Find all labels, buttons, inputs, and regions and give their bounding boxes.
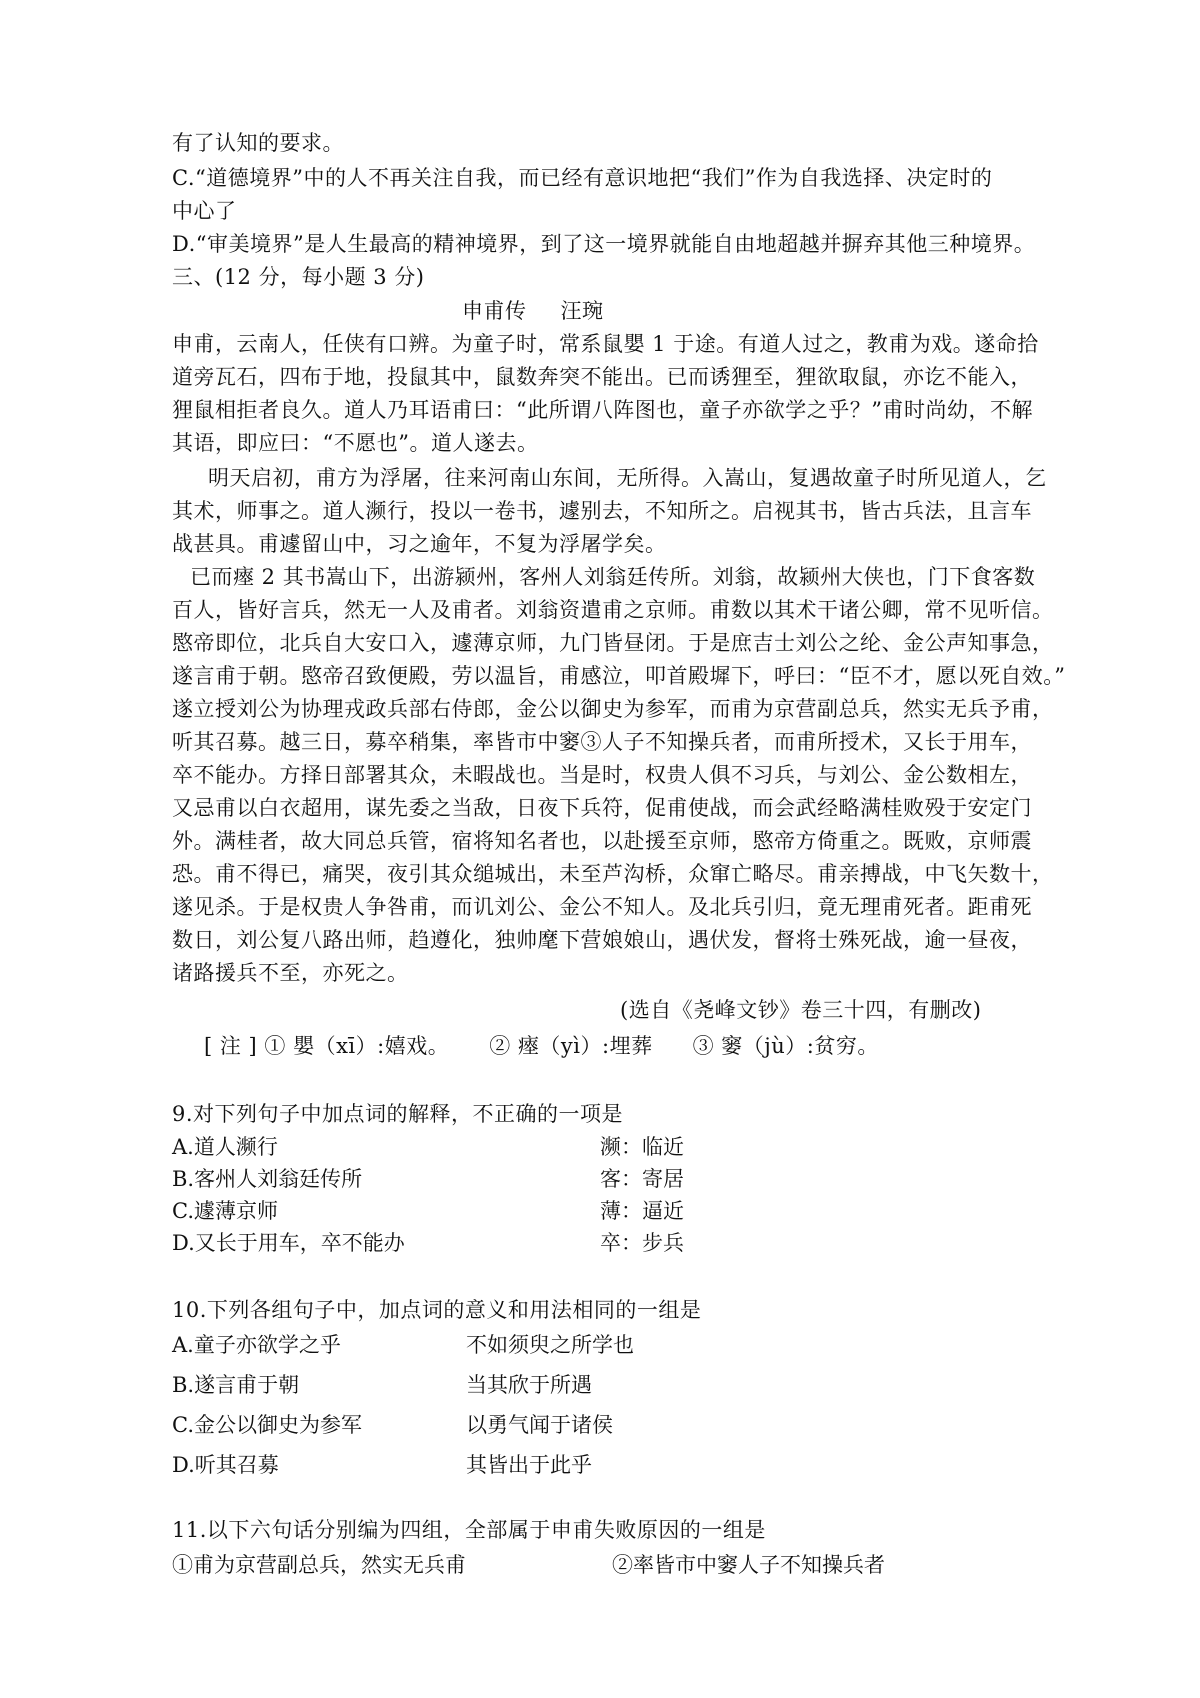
question-11-stem: 11.以下六句话分别编为四组，全部属于申甫失败原因的一组是 bbox=[172, 1518, 766, 1542]
q10-option-d: D.听其召募 bbox=[172, 1453, 279, 1477]
question-10-stem: 10.下列各组句子中，加点词的意义和用法相同的一组是 bbox=[172, 1298, 702, 1322]
q10-option-a-pair: 不如须臾之所学也 bbox=[466, 1333, 634, 1357]
passage-title bbox=[462, 296, 604, 326]
passage-line: 战甚具。甫遽留山中，习之逾年，不复为浮屠学矣。 bbox=[172, 532, 667, 556]
passage-line: 其术，师事之。道人濒行，投以一卷书，遽别去，不知所之。启视其书，皆古兵法，且言车 bbox=[172, 499, 1032, 523]
passage-line: 道旁瓦石，四布于地，投鼠其中，鼠数奔突不能出。已而诱狸至，狸欲取鼠，亦讫不能入， bbox=[172, 365, 1032, 389]
passage-line: 申甫，云南人，任侠有口辨。为童子时，常系鼠嬰 1 于途。有道人过之，教甫为戏。遂命拾 bbox=[172, 332, 1039, 356]
q10-option-a: A.童子亦欲学之乎 bbox=[172, 1333, 341, 1357]
q10-option-d-pair: 其皆出于此乎 bbox=[466, 1453, 592, 1477]
passage-line: 诸路援兵不至，亦死之。 bbox=[172, 961, 409, 985]
q10-option-c: C.金公以御史为参军 bbox=[172, 1413, 362, 1437]
passage-line: 恐。甫不得已，痛哭，夜引其众缒城出，未至芦沟桥，众窜亡略尽。甫亲搏战，中飞矢数十， bbox=[172, 862, 1054, 886]
author-name: 汪琬 bbox=[560, 299, 604, 323]
option-d: D.“审美境界”是人生最高的精神境界，到了这一境界就能自由地超越并摒弃其他三种境界。 bbox=[172, 232, 1036, 256]
passage-line: 狸鼠相拒者良久。道人乃耳语甫曰：“此所谓八阵图也，童子亦欲学之乎？”甫时尚幼，不解 bbox=[172, 398, 1033, 422]
source-citation: (选自《尧峰文钞》卷三十四，有删改) bbox=[620, 998, 982, 1022]
passage-line: 遂立授刘公为协理戎政兵部右侍郎，金公以御史为参军，而甫为京营副总兵，然实无兵予甫， bbox=[172, 697, 1054, 721]
section-heading: 三、(12 分，每小题 3 分) bbox=[172, 265, 425, 289]
q9-option-c-gloss: 薄：逼近 bbox=[600, 1199, 684, 1223]
note-2: ② 瘞（yì）:埋葬 bbox=[489, 1034, 653, 1058]
q11-item-1: ①甫为京营副总兵，然实无兵甫 bbox=[172, 1553, 466, 1577]
q9-option-d: D.又长于用车，卒不能办 bbox=[172, 1231, 405, 1255]
q10-option-b-pair: 当其欣于所遇 bbox=[466, 1373, 592, 1397]
q9-option-c: C.遽薄京师 bbox=[172, 1199, 278, 1223]
text-line: 中心了 bbox=[172, 199, 237, 223]
q9-option-b: B.客州人刘翁廷传所 bbox=[172, 1167, 363, 1191]
passage-line: 已而瘞 2 其书嵩山下，出游颍州，客州人刘翁廷传所。刘翁，故颍州大侠也，门下食客数 bbox=[190, 565, 1036, 589]
passage-line: 其语，即应曰：“不愿也”。道人遂去。 bbox=[172, 431, 539, 455]
title-text: 申甫传 bbox=[462, 299, 527, 323]
note-1: [ 注 ] ① 嬰（xī）:嬉戏。 bbox=[204, 1034, 450, 1058]
q9-option-a-gloss: 濒：临近 bbox=[600, 1135, 684, 1159]
passage-line: 愍帝即位，北兵自大安口入，遽薄京师，九门皆昼闭。于是庶吉士刘公之纶、金公声知事急， bbox=[172, 631, 1054, 655]
q9-option-a: A.道人濒行 bbox=[172, 1135, 278, 1159]
passage-line: 遂见杀。于是权贵人争咎甫，而讥刘公、金公不知人。及北兵引归，竟无理甫死者。距甫死 bbox=[172, 895, 1032, 919]
passage-line: 遂言甫于朝。愍帝召致便殿，劳以温旨，甫感泣，叩首殿墀下，呼曰：“臣不才，愿以死自效。” bbox=[172, 664, 1066, 688]
q10-option-c-pair: 以勇气闻于诸侯 bbox=[466, 1413, 613, 1437]
passage-line: 明天启初，甫方为浮屠，往来河南山东间，无所得。入嵩山，复遇故童子时所见道人，乞 bbox=[208, 466, 1047, 490]
question-9-stem: 9.对下列句子中加点词的解释，不正确的一项是 bbox=[172, 1102, 624, 1126]
passage-line: 听其召募。越三日，募卒稍集，率皆市中窭③人子不知操兵者，而甫所授术，又长于用车， bbox=[172, 730, 1032, 754]
passage-line: 百人，皆好言兵，然无一人及甫者。刘翁资遣甫之京师。甫数以其术干诸公卿，常不见听信。 bbox=[172, 598, 1054, 622]
text-line: 有了认知的要求。 bbox=[172, 131, 344, 155]
note-3: ③ 窭（jù）:贫穷。 bbox=[692, 1034, 879, 1058]
q9-option-b-gloss: 客：寄居 bbox=[600, 1167, 684, 1191]
passage-line: 外。满桂者，故大同总兵管，宿将知名者也，以赴援至京师，愍帝方倚重之。既败，京师震 bbox=[172, 829, 1032, 853]
q9-option-d-gloss: 卒：步兵 bbox=[600, 1231, 684, 1255]
passage-line: 卒不能办。方择日部署其众，未暇战也。当是时，权贵人俱不习兵，与刘公、金公数相左， bbox=[172, 763, 1032, 787]
q10-option-b: B.遂言甫于朝 bbox=[172, 1373, 300, 1397]
passage-line: 又忌甫以白衣超用，谋先委之当敌，日夜下兵符，促甫使战，而会武经略满桂败殁于安定门 bbox=[172, 796, 1032, 820]
passage-line: 数日，刘公复八路出师，趋遵化，独帅麾下营娘娘山，遇伏发，督将士殊死战，逾一昼夜， bbox=[172, 928, 1032, 952]
annotation-notes bbox=[204, 1031, 919, 1061]
q11-item-2: ②率皆市中窭人子不知操兵者 bbox=[612, 1553, 885, 1577]
option-c: C.“道德境界”中的人不再关注自我，而已经有意识地把“我们”作为自我选择、决定时的 bbox=[172, 166, 993, 190]
